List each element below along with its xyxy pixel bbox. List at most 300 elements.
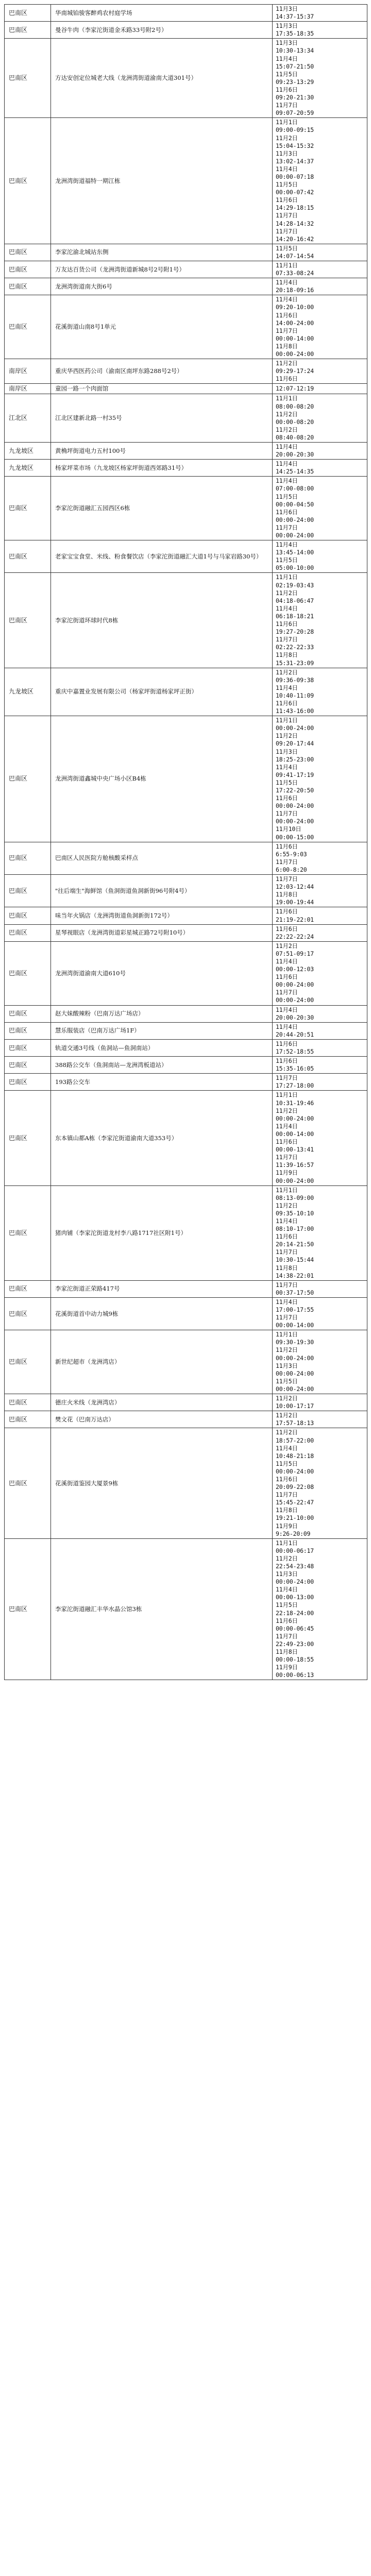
time-line: 00:00-24:00 xyxy=(276,818,314,825)
place-cell: 花溪街道山南8号1单元 xyxy=(51,295,273,359)
table-row xyxy=(5,1394,367,1411)
time-line: 11月2日 xyxy=(276,426,298,433)
time-line: 11月3日 xyxy=(276,1570,298,1578)
time-cell xyxy=(273,907,367,924)
time-line: 11月4日 xyxy=(276,296,298,303)
district-cell: 巴南区 xyxy=(5,842,51,874)
time-line: 11月8日 xyxy=(276,651,298,659)
table-row xyxy=(5,1057,367,1074)
time-cell xyxy=(273,540,367,573)
time-line: 11月6日 xyxy=(276,1138,298,1146)
table-row xyxy=(5,941,367,1005)
table-row xyxy=(5,5,367,22)
table-row xyxy=(5,668,367,716)
time-line: 11月5日 xyxy=(276,181,298,189)
table-row xyxy=(5,842,367,874)
time-line: 14:00-24:00 xyxy=(276,319,314,327)
time-line: 11月4日 xyxy=(276,55,298,62)
time-line: 19:21-10:00 xyxy=(276,1514,314,1522)
time-line: 00:00-24:00 xyxy=(276,532,314,539)
time-line: 13:45-14:00 xyxy=(276,549,314,556)
time-line: 11月2日 xyxy=(276,942,298,950)
time-line: 11月1日 xyxy=(276,1186,298,1194)
table-row xyxy=(5,1280,367,1297)
time-line: 11月6日 xyxy=(276,1617,298,1624)
place-cell: 星琴视眼店（龙洲湾街道彩星城正路72号附10号） xyxy=(51,924,273,941)
place-cell: 李家沱街道环球时代8栋 xyxy=(51,573,273,668)
time-line: 11月4日 xyxy=(276,957,298,965)
time-line: 11月2日 xyxy=(276,589,298,597)
time-line: 00:00-24:00 xyxy=(276,1369,314,1377)
time-line: 11月7日 xyxy=(276,1491,298,1499)
time-line: 10:48-21:18 xyxy=(276,1452,314,1460)
time-line: 00:00-24:00 xyxy=(276,1177,314,1184)
time-line: 00:00-24:00 xyxy=(276,802,314,810)
place-cell: 慧乐服装店（巴南万达广场1F） xyxy=(51,1022,273,1039)
place-cell: 赵大妹酸辣粉（巴南万达广场店） xyxy=(51,1005,273,1022)
district-cell: 巴南区 xyxy=(5,1428,51,1538)
time-line: 00:00-07:18 xyxy=(276,173,314,180)
time-line: 11月7日 xyxy=(276,810,298,818)
time-line: 11月4日 xyxy=(276,477,298,485)
time-line: 11月6日 xyxy=(276,699,298,707)
time-cell xyxy=(273,39,367,118)
place-cell: 华南城铂骏客醉鸡农村庭学场 xyxy=(51,5,273,22)
time-line: 11月5日 xyxy=(276,1377,298,1385)
place-cell: 花溪街道鉴园大厦景9栋 xyxy=(51,1428,273,1538)
time-line: 22:18-24:00 xyxy=(276,1609,314,1617)
time-line: 11月4日 xyxy=(276,460,298,468)
time-cell xyxy=(273,1330,367,1394)
place-cell: 李家沱街道融汇丰华水晶公馆3栋 xyxy=(51,1538,273,1680)
table-row xyxy=(5,1428,367,1538)
time-line: 21:19-22:01 xyxy=(276,916,314,923)
time-cell xyxy=(273,460,367,477)
time-line: 20:44-20:51 xyxy=(276,1030,314,1038)
time-line: 00:00-06:17 xyxy=(276,1547,314,1554)
place-cell: 李家沱渝北城站东侧 xyxy=(51,244,273,261)
time-cell xyxy=(273,1538,367,1680)
time-line: 11月8日 xyxy=(276,1264,298,1272)
time-line: 11月1日 xyxy=(276,573,298,581)
time-line: 00:00-14:00 xyxy=(276,1321,314,1329)
table-row xyxy=(5,278,367,295)
time-line: 14:20-16:42 xyxy=(276,235,314,243)
district-cell: 九龙坡区 xyxy=(5,668,51,716)
place-cell: 388路公交车（鱼洞南站—龙洲湾板道站） xyxy=(51,1057,273,1074)
time-line: 00:00-24:00 xyxy=(276,724,314,732)
time-cell xyxy=(273,1394,367,1411)
time-cell xyxy=(273,1005,367,1022)
time-line: 00:00-24:00 xyxy=(276,1114,314,1122)
time-line: 11月6日 xyxy=(276,794,298,802)
district-cell: 巴南区 xyxy=(5,39,51,118)
time-line: 11月4日 xyxy=(276,443,298,450)
table-body xyxy=(5,5,367,1680)
time-line: 14:38-22:01 xyxy=(276,1272,314,1279)
time-line: 18:25-23:00 xyxy=(276,755,314,763)
time-line: 10:30-15:44 xyxy=(276,1256,314,1264)
district-cell: 巴南区 xyxy=(5,1394,51,1411)
time-line: 00:00-15:00 xyxy=(276,833,314,841)
table-row xyxy=(5,1330,367,1394)
place-cell: "往后端生"海鲜馆（鱼洞街道鱼洞新街96号附4号） xyxy=(51,875,273,907)
district-cell: 巴南区 xyxy=(5,261,51,278)
district-cell: 巴南区 xyxy=(5,1297,51,1330)
table-row xyxy=(5,924,367,941)
table-row xyxy=(5,460,367,477)
place-cell: 重庆中嘉置业发展有限公司（杨家坪街道杨家坪正街） xyxy=(51,668,273,716)
time-cell xyxy=(273,1411,367,1428)
district-cell: 巴南区 xyxy=(5,295,51,359)
time-line: 11:39-16:57 xyxy=(276,1161,314,1169)
time-line: 11月2日 xyxy=(276,134,298,142)
time-line: 11月2日 xyxy=(276,1201,298,1209)
time-line: 11月4日 xyxy=(276,165,298,173)
district-cell: 巴南区 xyxy=(5,5,51,22)
time-line: 09:41-17:19 xyxy=(276,771,314,778)
time-line: 11月4日 xyxy=(276,604,298,612)
table-row xyxy=(5,1538,367,1680)
time-cell xyxy=(273,442,367,459)
district-cell: 巴南区 xyxy=(5,1411,51,1428)
time-line: 02:19-03:43 xyxy=(276,581,314,589)
time-line: 11月5日 xyxy=(276,1460,298,1467)
time-line: 11月3日 xyxy=(276,39,298,47)
place-cell: 花溪街道首中动力城9栋 xyxy=(51,1297,273,1330)
table-row xyxy=(5,1039,367,1056)
time-cell xyxy=(273,477,367,540)
time-line: 15:31-23:09 xyxy=(276,659,314,667)
time-line: 6:00-8:20 xyxy=(276,866,307,873)
time-line: 22:54-23:48 xyxy=(276,1563,314,1570)
time-line: 00:00-24:00 xyxy=(276,1385,314,1393)
time-line: 20:18-09:16 xyxy=(276,286,314,294)
table-row xyxy=(5,1005,367,1022)
time-line: 11月4日 xyxy=(276,684,298,691)
time-line: 09:36-09:38 xyxy=(276,676,314,684)
table-row xyxy=(5,477,367,540)
place-cell: 杨家坪菜市场（九龙坡区杨家坪街道西郊路31号） xyxy=(51,460,273,477)
time-line: 20:00-20:30 xyxy=(276,1013,314,1021)
place-cell: 轨道交通3号线（鱼洞站—鱼洞南站） xyxy=(51,1039,273,1056)
place-cell: 193路公交车 xyxy=(51,1074,273,1091)
time-cell xyxy=(273,261,367,278)
time-cell xyxy=(273,278,367,295)
time-cell xyxy=(273,5,367,22)
time-line: 11月2日 xyxy=(276,1412,298,1419)
time-line: 11月3日 xyxy=(276,748,298,755)
time-line: 11月1日 xyxy=(276,118,298,126)
time-line: 07:33-08:24 xyxy=(276,269,314,277)
table-row xyxy=(5,907,367,924)
location-table xyxy=(4,4,367,1680)
time-line: 00:00-18:55 xyxy=(276,1656,314,1664)
table-row xyxy=(5,1091,367,1185)
time-cell xyxy=(273,1074,367,1091)
time-line: 08:40-08:20 xyxy=(276,433,314,441)
table-row xyxy=(5,394,367,443)
district-cell: 巴南区 xyxy=(5,1039,51,1056)
time-line: 11月2日 xyxy=(276,1429,298,1436)
time-line: 11月1日 xyxy=(276,262,298,269)
time-line: 11月6日 xyxy=(276,86,298,93)
time-line: 11月4日 xyxy=(276,541,298,549)
district-cell: 巴南区 xyxy=(5,1538,51,1680)
time-cell xyxy=(273,359,367,384)
time-line: 17:35-18:35 xyxy=(276,30,314,38)
place-cell: 李家沱街道融汇五园西区6栋 xyxy=(51,477,273,540)
table-row xyxy=(5,359,367,384)
table-row xyxy=(5,1411,367,1428)
time-line: 11月7日 xyxy=(276,1248,298,1256)
place-cell: 曼谷牛肉（李家沱街道金禾路33号附2号） xyxy=(51,22,273,39)
time-line: 11月6日 xyxy=(276,973,298,981)
time-line: 11月2日 xyxy=(276,360,298,367)
time-cell xyxy=(273,1297,367,1330)
time-line: 00:00-24:00 xyxy=(276,996,314,1004)
district-cell: 巴南区 xyxy=(5,1091,51,1185)
district-cell: 巴南区 xyxy=(5,1005,51,1022)
time-cell xyxy=(273,1057,367,1074)
time-line: 17:00-17:55 xyxy=(276,1306,314,1313)
time-line: 08:10-17:00 xyxy=(276,1225,314,1233)
district-cell: 南岸区 xyxy=(5,359,51,384)
place-cell: 樊文花（巴南万达店） xyxy=(51,1411,273,1428)
time-line: 14:25-14:35 xyxy=(276,468,314,476)
district-cell: 巴南区 xyxy=(5,1330,51,1394)
district-cell: 巴南区 xyxy=(5,716,51,842)
time-line: 11月3日 xyxy=(276,5,298,12)
place-cell: 重庆华西医药公司（渝南区南坪东路288号2号） xyxy=(51,359,273,384)
table-row xyxy=(5,573,367,668)
place-cell: 新世纪超市（龙洲湾店） xyxy=(51,1330,273,1394)
district-cell: 南岸区 xyxy=(5,384,51,394)
time-cell xyxy=(273,668,367,716)
place-cell: 老家宝宝食堂、米线、粉食餐饮店（李家沱街道融汇大道1号与马家岩路30号） xyxy=(51,540,273,573)
time-line: 11月6日 xyxy=(276,1057,298,1065)
time-line: 15:45-22:47 xyxy=(276,1499,314,1506)
district-cell: 九龙坡区 xyxy=(5,442,51,459)
time-line: 11月1日 xyxy=(276,395,298,402)
time-line: 11月6日 xyxy=(276,908,298,916)
time-line: 09:35-10:10 xyxy=(276,1209,314,1217)
time-line: 11月5日 xyxy=(276,778,298,786)
time-cell xyxy=(273,875,367,907)
table-row xyxy=(5,261,367,278)
time-line: 20:00-20:30 xyxy=(276,451,314,459)
time-line: 6:55-9:03 xyxy=(276,850,307,858)
time-line: 11月9日 xyxy=(276,1169,298,1177)
time-line: 11月6日 xyxy=(276,508,298,516)
table-row xyxy=(5,244,367,261)
time-line: 17:22-20:50 xyxy=(276,787,314,794)
table-row xyxy=(5,1074,367,1091)
time-line: 11月8日 xyxy=(276,342,298,350)
district-cell: 巴南区 xyxy=(5,907,51,924)
time-line: 15:35-16:05 xyxy=(276,1065,314,1073)
place-cell: 味当年火锅店（龙洲湾街道鱼洞新街172号） xyxy=(51,907,273,924)
time-line: 11月6日 xyxy=(276,1040,298,1047)
district-cell: 巴南区 xyxy=(5,1057,51,1074)
district-cell: 巴南区 xyxy=(5,1185,51,1280)
time-line: 11月7日 xyxy=(276,989,298,996)
place-cell: 方达安创定位城老大线（龙洲湾街道渝南大道301号） xyxy=(51,39,273,118)
time-line: 11月7日 xyxy=(276,1632,298,1640)
district-cell: 巴南区 xyxy=(5,477,51,540)
time-line: 20:09-22:08 xyxy=(276,1483,314,1491)
time-cell xyxy=(273,924,367,941)
time-line: 11月4日 xyxy=(276,279,298,286)
time-line: 11月7日 xyxy=(276,1314,298,1321)
time-line: 00:00-24:00 xyxy=(276,350,314,358)
time-line: 11月3日 xyxy=(276,149,298,157)
time-line: 13:02-14:37 xyxy=(276,157,314,165)
table-row xyxy=(5,1022,367,1039)
district-cell: 巴南区 xyxy=(5,875,51,907)
district-cell: 巴南区 xyxy=(5,1022,51,1039)
district-cell: 九龙坡区 xyxy=(5,460,51,477)
time-line: 14:07-14:54 xyxy=(276,252,314,260)
time-line: 00:00-24:00 xyxy=(276,981,314,989)
time-line: 08:13-09:00 xyxy=(276,1194,314,1201)
time-line: 11月7日 xyxy=(276,212,298,219)
time-line: 00:00-24:00 xyxy=(276,1354,314,1362)
time-line: 11月9日 xyxy=(276,1522,298,1530)
place-cell: 龙洲湾街道福特一期江栋 xyxy=(51,118,273,244)
time-cell xyxy=(273,394,367,443)
time-line: 11月8日 xyxy=(276,1506,298,1514)
time-line: 10:00-17:17 xyxy=(276,1402,314,1410)
time-line: 17:57-18:13 xyxy=(276,1419,314,1427)
time-line: 11月1日 xyxy=(276,1091,298,1099)
time-line: 14:28-14:32 xyxy=(276,219,314,227)
time-line: 10:31-19:46 xyxy=(276,1099,314,1107)
time-line: 11月5日 xyxy=(276,1601,298,1609)
time-cell xyxy=(273,22,367,39)
time-cell xyxy=(273,1280,367,1297)
district-cell: 巴南区 xyxy=(5,22,51,39)
time-cell xyxy=(273,716,367,842)
time-line: 14:37-15:37 xyxy=(276,13,314,21)
time-line: 11月3日 xyxy=(276,1362,298,1369)
time-line: 11月2日 xyxy=(276,1346,298,1354)
place-cell: 黄桷坪街道电力五村100号 xyxy=(51,442,273,459)
table-row xyxy=(5,118,367,244)
time-line: 00:37-17:50 xyxy=(276,1289,314,1296)
district-cell: 巴南区 xyxy=(5,941,51,1005)
time-line: 11月10日 xyxy=(276,825,301,833)
time-line: 00:00-24:00 xyxy=(276,516,314,523)
time-line: 08:00-08:20 xyxy=(276,402,314,410)
district-cell: 江北区 xyxy=(5,394,51,443)
time-line: 11月3日 xyxy=(276,22,298,30)
time-cell xyxy=(273,941,367,1005)
time-line: 11月2日 xyxy=(276,1554,298,1562)
time-line: 11月7日 xyxy=(276,875,298,883)
time-line: 20:14-21:50 xyxy=(276,1241,314,1248)
time-line: 11月4日 xyxy=(276,1122,298,1130)
time-line: 09:20-17:44 xyxy=(276,740,314,748)
time-line: 09:29-17:24 xyxy=(276,367,314,375)
time-line: 09:07-20:59 xyxy=(276,109,314,117)
time-line: 15:04-15:32 xyxy=(276,142,314,149)
time-line: 05:00-10:00 xyxy=(276,564,314,572)
time-line: 11月7日 xyxy=(276,523,298,531)
time-line: 10:40-11:09 xyxy=(276,691,314,699)
time-line: 11月8日 xyxy=(276,891,298,899)
table-row xyxy=(5,442,367,459)
place-cell: 童园一路一个肉面馆 xyxy=(51,384,273,394)
time-line: 11月6日 xyxy=(276,1475,298,1483)
time-line: 17:27-18:00 xyxy=(276,1082,314,1090)
time-line: 11月4日 xyxy=(276,763,298,771)
time-line: 09:00-09:15 xyxy=(276,126,314,134)
place-cell: 巴南区人民医院方舱核酸采样点 xyxy=(51,842,273,874)
time-line: 11月7日 xyxy=(276,227,298,235)
place-cell: 龙洲湾街道渝南大道610号 xyxy=(51,941,273,1005)
table-row xyxy=(5,540,367,573)
time-line: 9:26-20:09 xyxy=(276,1530,311,1537)
time-line: 11月4日 xyxy=(276,1586,298,1594)
district-cell: 巴南区 xyxy=(5,1280,51,1297)
district-cell: 巴南区 xyxy=(5,244,51,261)
place-cell: 猪肉铺（李家沱街道龙村李八路1717社区附1号） xyxy=(51,1185,273,1280)
time-line: 00:00-24:00 xyxy=(276,1467,314,1475)
time-line: 00:00-13:41 xyxy=(276,1146,314,1154)
table-row xyxy=(5,22,367,39)
district-cell: 巴南区 xyxy=(5,1074,51,1091)
time-line: 14:29-18:15 xyxy=(276,204,314,212)
time-line: 11月7日 xyxy=(276,101,298,109)
time-line: 00:00-12:03 xyxy=(276,965,314,973)
time-line: 09:20-21:30 xyxy=(276,94,314,101)
time-line: 11月4日 xyxy=(276,1298,298,1306)
time-line: 00:00-06:45 xyxy=(276,1624,314,1632)
place-cell: 李家沱街道正荣路417号 xyxy=(51,1280,273,1297)
time-line: 11月5日 xyxy=(276,70,298,78)
time-line: 00:00-04:50 xyxy=(276,500,314,508)
time-line: 11月4日 xyxy=(276,1444,298,1452)
time-line: 15:07-21:50 xyxy=(276,62,314,70)
time-line: 11月5日 xyxy=(276,556,298,564)
time-line: 04:18-06:47 xyxy=(276,597,314,604)
time-line: 11月1日 xyxy=(276,717,298,724)
time-line: 11月7日 xyxy=(276,327,298,334)
district-cell: 巴南区 xyxy=(5,924,51,941)
place-cell: 万友达百货公司（龙洲湾街道新城8号2号附1号） xyxy=(51,261,273,278)
time-line: 11月2日 xyxy=(276,1395,298,1402)
time-line: 00:00-14:00 xyxy=(276,334,314,342)
time-line: 00:00-07:42 xyxy=(276,189,314,196)
time-line: 11月2日 xyxy=(276,732,298,740)
table-row xyxy=(5,875,367,907)
table-row xyxy=(5,39,367,118)
time-line: 11月2日 xyxy=(276,668,298,676)
district-cell: 巴南区 xyxy=(5,540,51,573)
time-line: 07:51-09:17 xyxy=(276,950,314,957)
district-cell: 巴南区 xyxy=(5,118,51,244)
time-cell xyxy=(273,842,367,874)
time-cell xyxy=(273,244,367,261)
time-line: 11月1日 xyxy=(276,1539,298,1547)
time-line: 11月7日 xyxy=(276,858,298,866)
time-line: 11月6日 xyxy=(276,925,298,933)
district-cell: 巴南区 xyxy=(5,573,51,668)
time-line: 22:22-22:24 xyxy=(276,933,314,940)
time-line: 18:57-22:00 xyxy=(276,1436,314,1444)
time-line: 11月7日 xyxy=(276,636,298,643)
